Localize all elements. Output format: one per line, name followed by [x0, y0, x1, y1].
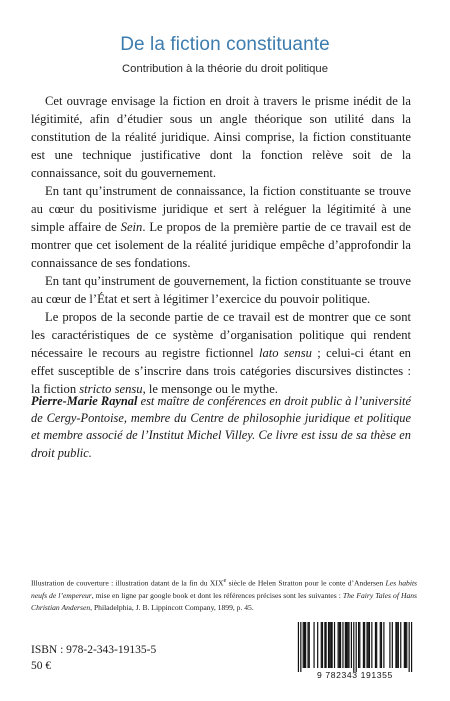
- abstract-text: [31, 92, 411, 398]
- barcode-bar: [353, 622, 354, 672]
- barcode: [293, 620, 417, 680]
- price: 50 €: [31, 659, 52, 672]
- barcode-bar: [411, 622, 412, 672]
- barcode-bar: [400, 622, 401, 668]
- barcode-bar: [395, 622, 396, 668]
- barcode-bar: [307, 622, 308, 668]
- barcode-bar: [358, 622, 359, 668]
- barcode-bar: [322, 622, 323, 668]
- barcode-bar: [369, 622, 370, 668]
- book-title: De la fiction constituante: [120, 34, 330, 55]
- barcode-bar: [317, 622, 318, 668]
- barcode-bar: [304, 622, 305, 668]
- barcode-bar: [338, 622, 339, 668]
- cover-illustration-credit: [31, 575, 417, 614]
- abstract-p4-italic-1: lato sensu: [258, 346, 312, 360]
- barcode-bar: [324, 622, 325, 668]
- barcode-bar: [339, 622, 340, 668]
- barcode-bar: [404, 622, 405, 668]
- barcode-bar: [342, 622, 343, 668]
- barcode-bar: [376, 622, 377, 668]
- author-name: Pierre-Marie Raynal: [31, 394, 138, 408]
- barcode-bar: [340, 622, 341, 668]
- credit-italic-1: Les habits neufs de l’empereur: [31, 578, 418, 600]
- barcode-bar: [389, 622, 390, 668]
- abstract-p4-italic-2: stricto sensu: [79, 382, 143, 396]
- barcode-bar: [380, 622, 381, 668]
- abstract-paragraph-1: Cet ouvrage envisage la fiction en droit à travers le prisme inédit de la légitimité, afin d’étudier sous un angle théorique son utilité dans la constitution de la réalité juridique. Ainsi comprise, la fiction constituante est une technique justificative dont la fonction relève soit de la connaissance, soit du gouvernement.: [31, 94, 411, 180]
- barcode-bar: [397, 622, 398, 668]
- credit-text-c: , mise en ligne par google book et dont les références précises sont les suivantes :: [91, 590, 343, 600]
- abstract-p2-text-b: . Le propos de la première partie de ce travail est de montrer que cet isolement de la réalité juridique empêche d’approfondir la connaissance de ses fondations.: [31, 220, 411, 270]
- barcode-bar: [398, 622, 399, 668]
- barcode-bar: [371, 622, 372, 668]
- barcode-bar: [298, 622, 299, 672]
- barcode-bar: [321, 622, 322, 668]
- barcode-bar: [392, 622, 393, 668]
- barcode-bar: [383, 622, 384, 668]
- barcode-bar: [309, 622, 310, 668]
- barcode-bar: [351, 622, 352, 668]
- barcode-bar: [326, 622, 327, 668]
- credit-italic-2: The Fairy Tales of Hans Christian Andersen: [31, 590, 417, 612]
- barcode-bar: [375, 622, 376, 668]
- credit-superscript: e: [223, 577, 227, 584]
- author-bio-text: est maître de conférences en droit public à l’université de Cergy-Pontoise, membre du Centre de philosophie juridique et politique et membre associé de l’Institut Michel Villey. Ce livre est issu de sa thèse en droit public.: [31, 394, 411, 460]
- barcode-bar: [329, 622, 330, 668]
- author-bio-paragraph: [31, 393, 411, 462]
- barcode-bars-box: [293, 620, 417, 672]
- credit-text-b: siècle de Helen Stratton pour le conte d’Andersen: [226, 578, 386, 588]
- barcode-bar: [300, 622, 301, 672]
- isbn-number: ISBN : 978-2-343-19135-5: [31, 644, 157, 656]
- abstract-p4-text-b: ; celui-ci étant en effet susceptible de s’inscrire dans trois catégories discursives distinctes : la fiction: [31, 346, 411, 396]
- barcode-bar: [347, 622, 348, 668]
- barcode-bar: [313, 622, 314, 668]
- barcode-bar: [409, 622, 410, 672]
- author-bio: [31, 393, 411, 462]
- barcode-bar: [330, 622, 331, 668]
- barcode-bar: [368, 622, 369, 668]
- abstract-paragraph-3: En tant qu’instrument de gouvernement, la fiction constituante se trouve au cœur de l’État et sert à légitimer l’exercice du pouvoir politique.: [31, 274, 411, 306]
- barcode-bar: [381, 622, 382, 668]
- barcode-bar: [332, 622, 333, 668]
- barcode-bar: [359, 622, 360, 668]
- book-subtitle: Contribution à la théorie du droit politique: [122, 63, 328, 75]
- barcode-bar: [348, 622, 349, 668]
- credit-text-a: Illustration de couverture : illustration datant de la fin du XIX: [31, 578, 224, 588]
- barcode-bar: [305, 622, 306, 668]
- barcode-bar: [406, 622, 407, 668]
- barcode-bar: [328, 622, 329, 668]
- barcode-bar: [334, 622, 335, 668]
- abstract-p2-italic: Sein: [120, 220, 143, 234]
- abstract-p4-text-a: Le propos de la seconde partie de ce travail est de montrer que ce sont les caractéristiques de ce système d’organisation politique qui rendent nécessaire le recours au registre fictionnel: [31, 310, 411, 360]
- isbn-block: [31, 643, 156, 674]
- barcode-bar: [405, 622, 406, 668]
- barcode-digits: 9 782343 191355: [317, 670, 393, 680]
- barcode-bar: [366, 622, 367, 668]
- credit-text-d: , Philadelphia, J. B. Lippincott Company, 1899, p. 45.: [90, 602, 254, 612]
- barcode-bar: [303, 622, 304, 668]
- barcode-bar: [364, 622, 365, 668]
- barcode-bar: [345, 622, 346, 668]
- abstract-paragraph-2: [31, 182, 411, 272]
- barcode-bars: [293, 620, 417, 672]
- credit-paragraph: [31, 575, 417, 614]
- abstract-paragraph-4: [31, 308, 411, 398]
- barcode-bar: [363, 622, 364, 668]
- abstract-p4-text-c: , le mensonge ou le mythe.: [142, 382, 278, 396]
- abstract-p2-text-a: En tant qu’instrument de connaissance, la fiction constituante se trouve au cœur du positivisme juridique et sert à reléguer la légitimité à une simple affaire de: [31, 184, 411, 234]
- barcode-bar: [356, 622, 357, 672]
- barcode-bar: [346, 622, 347, 668]
